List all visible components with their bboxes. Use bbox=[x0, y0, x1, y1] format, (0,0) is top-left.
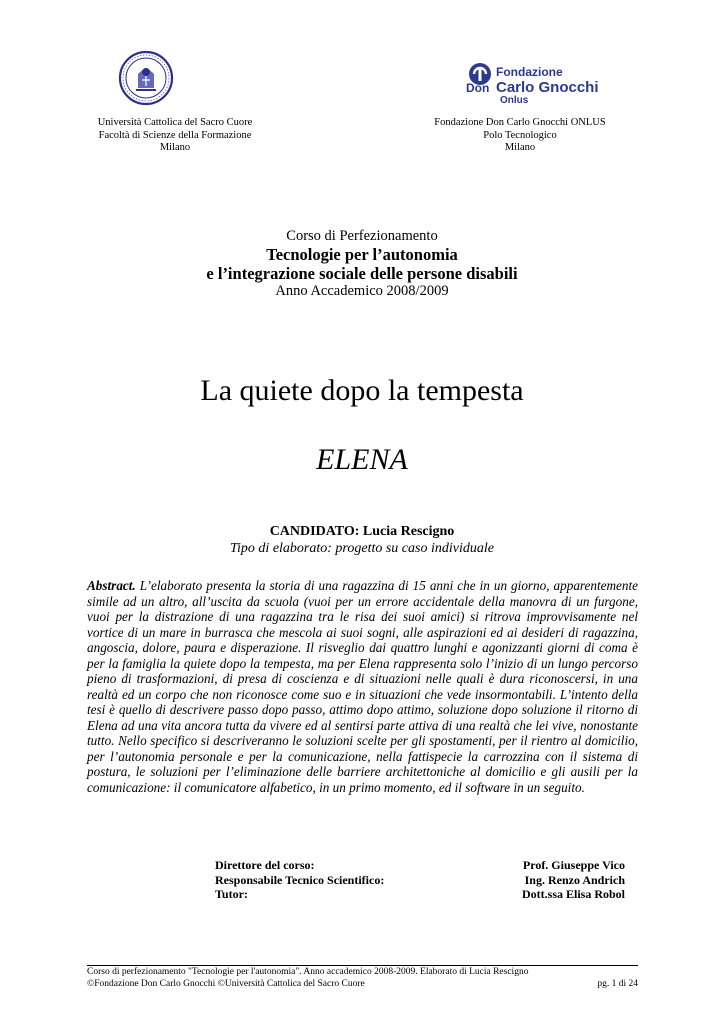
credit-name: Dott.ssa Elisa Robol bbox=[521, 887, 625, 901]
logo-line3: Onlus bbox=[500, 95, 529, 106]
course-title-line1: Tecnologie per l’autonomia bbox=[266, 245, 458, 264]
page-footer bbox=[87, 967, 638, 990]
course-block bbox=[0, 228, 724, 299]
credit-row bbox=[215, 873, 625, 888]
right-institution-line: Fondazione Don Carlo Gnocchi ONLUS bbox=[434, 117, 606, 128]
footer-divider bbox=[87, 965, 638, 966]
credit-role: Responsabile Tecnico Scientifico: bbox=[215, 872, 385, 887]
left-institution-line: Facoltà di Scienze della Formazione bbox=[98, 129, 252, 141]
footer-line2: ©Fondazione Don Carlo Gnocchi ©Università Cattolica del Sacro Cuore bbox=[87, 978, 365, 989]
university-seal-icon bbox=[118, 50, 174, 106]
abstract-label: Abstract. bbox=[87, 578, 136, 593]
abstract bbox=[87, 578, 638, 795]
credit-row bbox=[215, 858, 625, 873]
thesis-type: Tipo di elaborato: progetto su caso individuale bbox=[230, 541, 494, 556]
course-kind: Corso di Perfezionamento bbox=[286, 228, 438, 244]
abstract-text: L’elaborato presenta la storia di una ragazzina di 15 anni che in un giorno, apparentemente simile ad un altro, all’uscita da scuola (vuoi per un errore accidentale della manovra di un furgone, vuoi per la distrazione di una ragazzina tra le risa dei suoi amici) si ritrova improvvisamente nel vortice di un mare in burrasca che mescola ai suoi sogni, alle aspirazioni ed ai desideri di ragazzina, angoscia, dolore, paura e disperazione. Il risveglio dai quattro lunghi e agonizzanti giorni di coma è per la famiglia la quiete dopo la tempesta, ma per Elena rappresenta solo l’inizio di un lungo percorso pieno di trasformazioni, di presa di coscienza e di situazioni nelle quali è dura riconoscersi, in una realtà ed un corpo che non riconosce come suo e in situazioni che vede insormontabili. L’intento della tesi è quello di descrivere passo dopo passo, attimo dopo attimo, soluzione dopo soluzione il ritorno di Elena ad una vita ancora tutta da vivere ed al sentirsi parte attiva di una realtà che lei vive, nonostante tutto. Nello specifico si descriveranno le soluzioni scelte per gli spostamenti, per il rientro al domicilio, per l’autonomia personale e per la comunicazione, nella fattispecie la carrozzina con il sistema di postura, le soluzioni per l’eliminazione delle barriere architettoniche al domicilio e gli ausili per la comunicazione: il comunicatore alfabetico, in un primo momento, ed il software in un seguito. bbox=[87, 578, 639, 795]
right-institution-line: Polo Tecnologico bbox=[483, 129, 557, 141]
logo-line2b: Carlo Gnocchi bbox=[496, 79, 599, 96]
right-institution-line: Milano bbox=[504, 142, 536, 153]
credit-name: Prof. Giuseppe Vico bbox=[522, 858, 625, 872]
left-institution-line: Università Cattolica del Sacro Cuore bbox=[97, 117, 253, 128]
left-institution bbox=[60, 117, 290, 155]
credit-role: Direttore del corso: bbox=[215, 858, 315, 872]
footer-line1: Corso di perfezionamento "Tecnologie per l'autonomia". Anno accademico 2008-2009. Elaborato di Lucia Rescigno bbox=[87, 967, 529, 977]
logo-line1: Fondazione bbox=[496, 65, 563, 79]
thesis-subtitle: ELENA bbox=[316, 443, 408, 476]
foundation-logo bbox=[466, 60, 612, 106]
credit-row bbox=[215, 887, 625, 902]
credits-table bbox=[215, 858, 625, 902]
right-institution bbox=[410, 117, 630, 155]
credit-name: Ing. Renzo Andrich bbox=[524, 872, 625, 887]
logo-line2a: Don bbox=[466, 81, 490, 95]
credit-role: Tutor: bbox=[215, 887, 248, 901]
left-institution-line: Milano bbox=[159, 142, 191, 153]
academic-year: Anno Accademico 2008/2009 bbox=[275, 283, 449, 299]
course-title-line2: e l’integrazione sociale delle persone disabili bbox=[206, 264, 518, 283]
page-number: pg. 1 di 24 bbox=[597, 978, 638, 989]
candidate-line: CANDIDATO: Lucia Rescigno bbox=[269, 524, 455, 539]
thesis-title: La quiete dopo la tempesta bbox=[200, 374, 524, 407]
footer-row bbox=[87, 979, 638, 991]
